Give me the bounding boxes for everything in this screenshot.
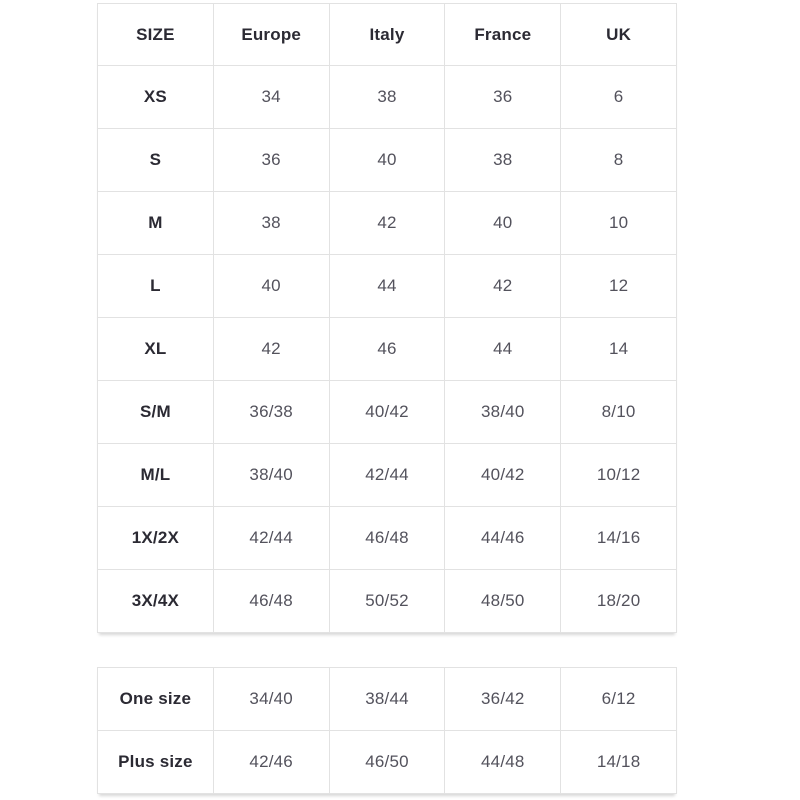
column-header-uk: UK	[561, 4, 677, 66]
table-row	[98, 507, 677, 570]
header-row	[98, 4, 677, 66]
size-value-cell: 34/40	[213, 668, 329, 731]
size-value-cell: 42/46	[213, 731, 329, 794]
size-value-cell: 44/46	[445, 507, 561, 570]
size-value-cell: 38/44	[329, 668, 445, 731]
size-value-cell: 44	[445, 318, 561, 381]
size-value-cell: 40/42	[445, 444, 561, 507]
size-value-cell: 6	[561, 66, 677, 129]
size-value-cell: 40	[329, 129, 445, 192]
size-value-cell: 10	[561, 192, 677, 255]
special-sizes-table	[97, 667, 677, 794]
column-header-italy: Italy	[329, 4, 445, 66]
size-value-cell: 46	[329, 318, 445, 381]
size-label-cell: XL	[98, 318, 214, 381]
size-label-cell: L	[98, 255, 214, 318]
size-value-cell: 38	[445, 129, 561, 192]
size-value-cell: 36/38	[213, 381, 329, 444]
size-value-cell: 34	[213, 66, 329, 129]
size-label-cell: 1X/2X	[98, 507, 214, 570]
column-header-france: France	[445, 4, 561, 66]
size-value-cell: 42/44	[213, 507, 329, 570]
size-label-cell: M	[98, 192, 214, 255]
column-header-europe: Europe	[213, 4, 329, 66]
size-value-cell: 8/10	[561, 381, 677, 444]
table-row	[98, 444, 677, 507]
table-row	[98, 318, 677, 381]
size-value-cell: 42	[445, 255, 561, 318]
table-row	[98, 668, 677, 731]
size-value-cell: 44	[329, 255, 445, 318]
size-table-body	[98, 66, 677, 633]
size-value-cell: 46/48	[329, 507, 445, 570]
table-row	[98, 129, 677, 192]
size-label-cell: XS	[98, 66, 214, 129]
table-row	[98, 570, 677, 633]
size-value-cell: 46/50	[329, 731, 445, 794]
size-value-cell: 42/44	[329, 444, 445, 507]
size-value-cell: 18/20	[561, 570, 677, 633]
size-value-cell: 14	[561, 318, 677, 381]
size-value-cell: 36/42	[445, 668, 561, 731]
size-value-cell: 36	[445, 66, 561, 129]
size-value-cell: 42	[329, 192, 445, 255]
size-label-cell: S/M	[98, 381, 214, 444]
size-value-cell: 14/16	[561, 507, 677, 570]
size-value-cell: 14/18	[561, 731, 677, 794]
size-value-cell: 38	[329, 66, 445, 129]
size-value-cell: 46/48	[213, 570, 329, 633]
size-value-cell: 6/12	[561, 668, 677, 731]
size-value-cell: 40/42	[329, 381, 445, 444]
size-value-cell: 40	[213, 255, 329, 318]
size-conversion-table	[97, 3, 677, 633]
table-row	[98, 381, 677, 444]
column-header-size: SIZE	[98, 4, 214, 66]
size-value-cell: 50/52	[329, 570, 445, 633]
size-label-cell: M/L	[98, 444, 214, 507]
size-value-cell: 38/40	[445, 381, 561, 444]
size-value-cell: 44/48	[445, 731, 561, 794]
table-row	[98, 255, 677, 318]
size-value-cell: 38/40	[213, 444, 329, 507]
size-label-cell: S	[98, 129, 214, 192]
size-label-cell: 3X/4X	[98, 570, 214, 633]
size-value-cell: 8	[561, 129, 677, 192]
size-value-cell: 10/12	[561, 444, 677, 507]
size-value-cell: 42	[213, 318, 329, 381]
size-value-cell: 36	[213, 129, 329, 192]
size-value-cell: 48/50	[445, 570, 561, 633]
table-row	[98, 731, 677, 794]
special-sizes-table-body	[98, 668, 677, 794]
size-value-cell: 12	[561, 255, 677, 318]
size-label-cell: One size	[98, 668, 214, 731]
table-row	[98, 192, 677, 255]
table-row	[98, 66, 677, 129]
size-label-cell: Plus size	[98, 731, 214, 794]
size-value-cell: 38	[213, 192, 329, 255]
size-value-cell: 40	[445, 192, 561, 255]
